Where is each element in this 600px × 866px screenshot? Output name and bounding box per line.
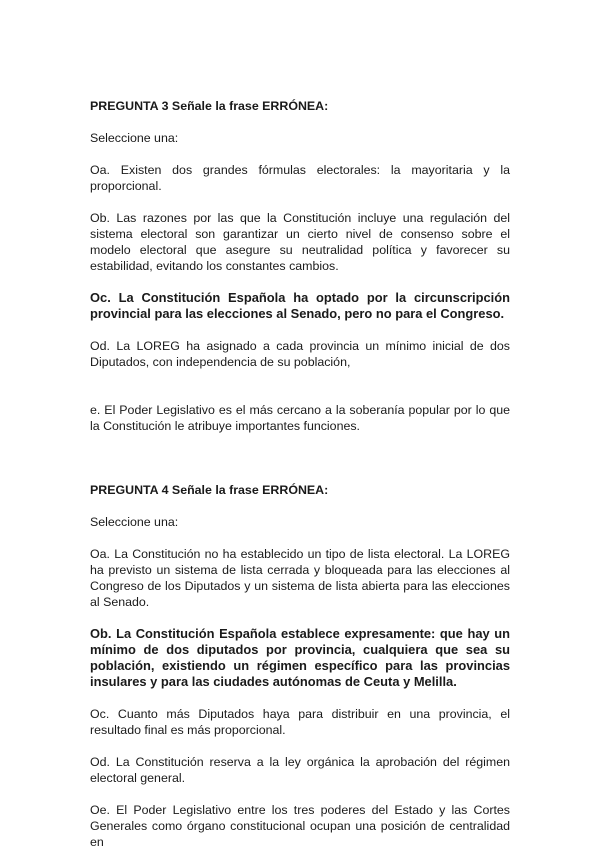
question-4-option-d: Od. La Constitución reserva a la ley orgánica la aprobación del régimen electoral general. bbox=[90, 755, 510, 785]
question-3-option-a: Oa. Existen dos grandes fórmulas electorales: la mayoritaria y la proporcional. bbox=[90, 163, 510, 193]
question-3-option-c: Oc. La Constitución Española ha optado por la circunscripción provincial para las elecciones al Senado, pero no para el Congreso. bbox=[90, 290, 510, 321]
question-4-option-a: Oa. La Constitución no ha establecido un tipo de lista electoral. La LOREG ha previsto un sistema de lista cerrada y bloqueada para las elecciones al Congreso de los Diputados y un sistema de lista abierta para las elecciones al Senado. bbox=[90, 547, 510, 609]
question-4-title: PREGUNTA 4 Señale la frase ERRÓNEA: bbox=[90, 483, 329, 497]
spacer bbox=[90, 386, 510, 402]
question-3-option-d: Od. La LOREG ha asignado a cada provincia un mínimo inicial de dos Diputados, con independencia de su población, bbox=[90, 339, 510, 369]
question-4-select-label: Seleccione una: bbox=[90, 515, 179, 529]
question-4-option-e: Oe. El Poder Legislativo entre los tres poderes del Estado y las Cortes Generales como órgano constitucional ocupan una posición de centralidad en bbox=[90, 803, 510, 849]
question-3-option-e: e. El Poder Legislativo es el más cercano a la soberanía popular por lo que la Constitución le atribuye importantes funciones. bbox=[90, 403, 510, 433]
question-3-title: PREGUNTA 3 Señale la frase ERRÓNEA: bbox=[90, 99, 329, 113]
question-3-select-label: Seleccione una: bbox=[90, 131, 179, 145]
question-3-option-b: Ob. Las razones por las que la Constitución incluye una regulación del sistema electoral son garantizar un cierto nivel de consenso sobre el modelo electoral que asegure su neutralidad política y favorecer su estabilidad, evitando los constantes cambios. bbox=[90, 211, 510, 273]
question-4-option-b: Ob. La Constitución Española establece expresamente: que hay un mínimo de dos diputados por provincia, cualquiera que sea su población, existiendo un régimen específico para las provincias insulares y para las ciudades autónomas de Ceuta y Melilla. bbox=[90, 626, 510, 689]
document-page bbox=[90, 98, 510, 866]
question-4-option-c: Oc. Cuanto más Diputados haya para distribuir en una provincia, el resultado final es más proporcional. bbox=[90, 707, 510, 737]
spacer bbox=[90, 450, 510, 482]
